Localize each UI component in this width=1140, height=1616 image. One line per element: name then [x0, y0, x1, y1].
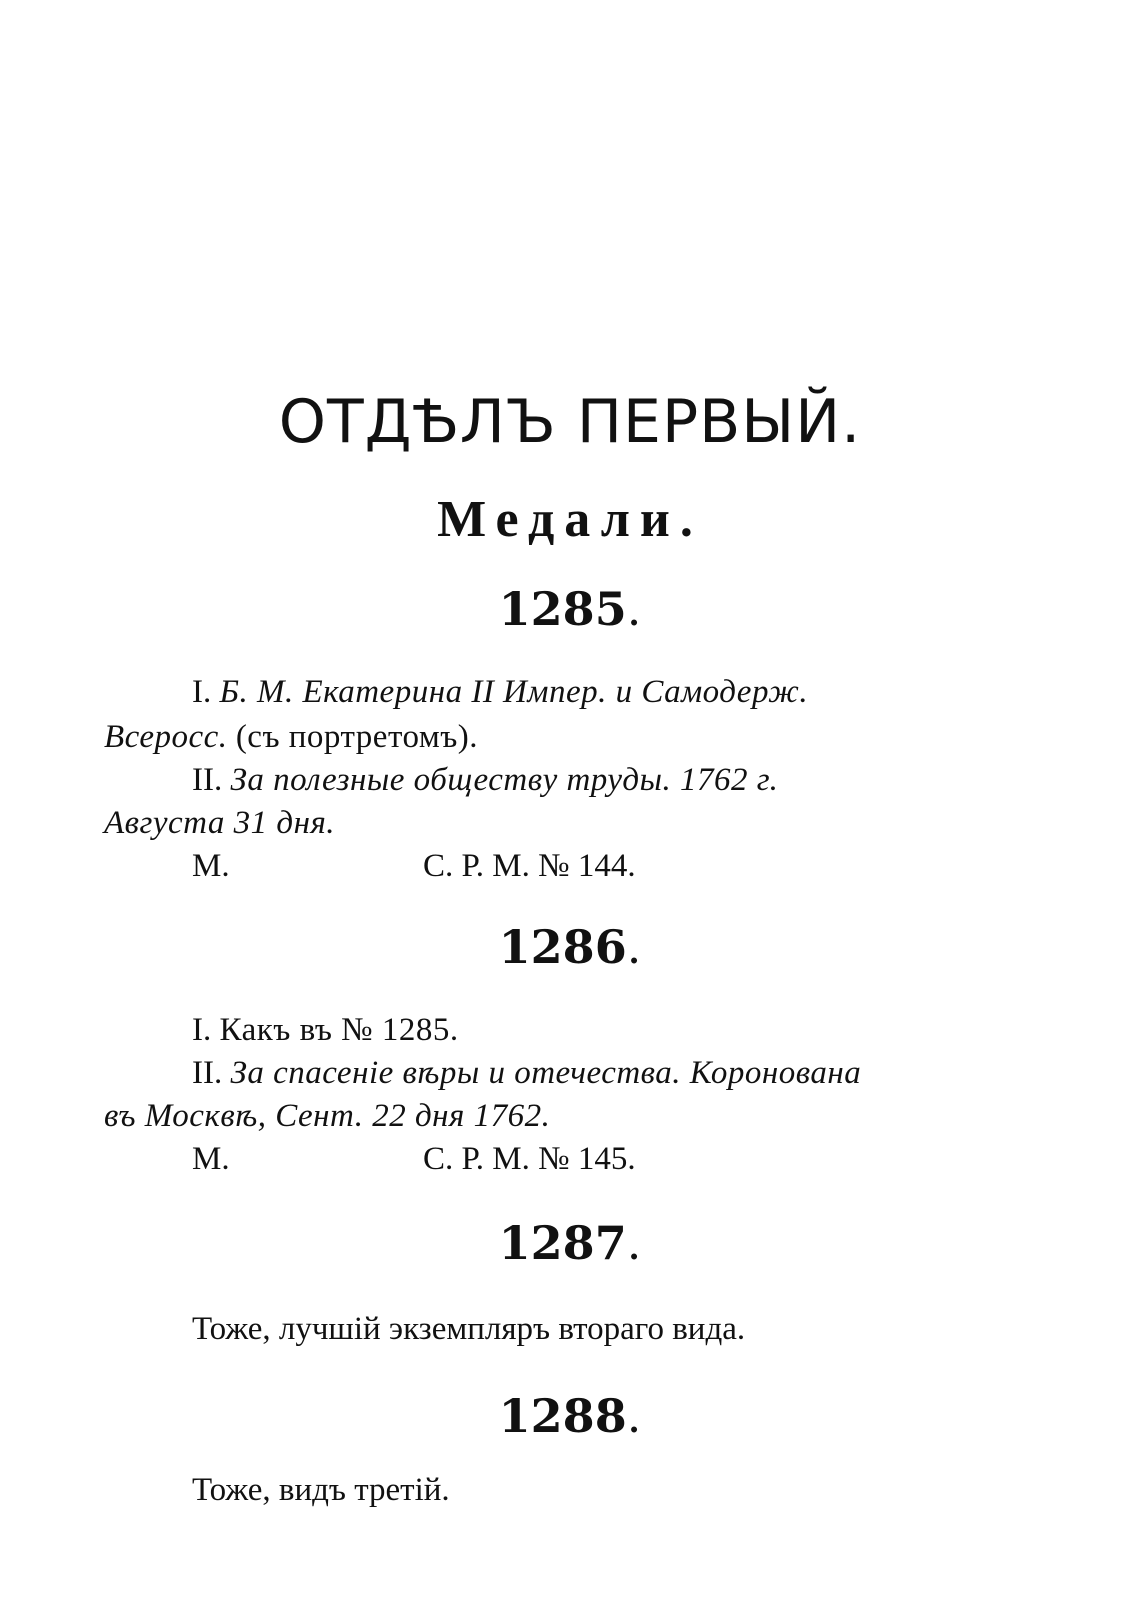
obverse-text: Б. М. Екатерина II Импер. и Самодерж. [219, 674, 809, 710]
entry-number-heading: 1287. [498, 1216, 642, 1270]
reverse-text: въ Москвѣ, Сент. 22 дня 1762. [104, 1098, 551, 1134]
entry-text: Тоже, видъ третій. [192, 1472, 450, 1508]
side-marker: I. [192, 674, 212, 710]
subtitle: Медали. [437, 491, 703, 548]
entry-number: 1285 [498, 582, 627, 636]
metal-label: М. [192, 1141, 230, 1177]
obverse-text: Всеросс. [104, 719, 228, 755]
side-marker: II. [192, 1055, 223, 1091]
side-marker: II. [192, 762, 223, 798]
entry-number-heading: 1288. [498, 1389, 642, 1443]
entry-line [192, 850, 230, 883]
catalog-reference: С. Р. М. № 144. [423, 848, 636, 884]
entry-text: Тоже, лучшій экземпляръ втораго вида. [192, 1311, 746, 1347]
entry-line [104, 1100, 550, 1133]
entry-number-heading: 1286. [498, 920, 642, 974]
reverse-text: За спасеніе вѣры и отечества. Коронована [230, 1055, 862, 1091]
entry-line [104, 807, 335, 840]
section-title: ОТДѢЛЪ ПЕРВЫЙ. [278, 387, 862, 457]
entry-line [192, 676, 808, 709]
reverse-text: Августа 31 дня. [104, 805, 336, 841]
entry-line [192, 1143, 230, 1176]
entry-number-heading: 1285. [498, 582, 642, 636]
entry-line [192, 1057, 861, 1090]
entry-line [192, 764, 778, 797]
catalog-reference: С. Р. М. № 145. [423, 1141, 636, 1177]
reverse-text: За полезные обществу труды. 1762 г. [230, 762, 779, 798]
entry-number: 1286 [498, 920, 627, 974]
description-text: Какъ въ № 1285. [219, 1012, 459, 1048]
metal-label: М. [192, 848, 230, 884]
entry-line [104, 721, 478, 754]
side-marker: I. [192, 1012, 212, 1048]
description-text: (съ портретомъ). [235, 719, 479, 755]
entry-line [192, 1014, 459, 1047]
entry-number: 1288 [498, 1389, 627, 1443]
entry-number: 1287 [498, 1216, 627, 1270]
